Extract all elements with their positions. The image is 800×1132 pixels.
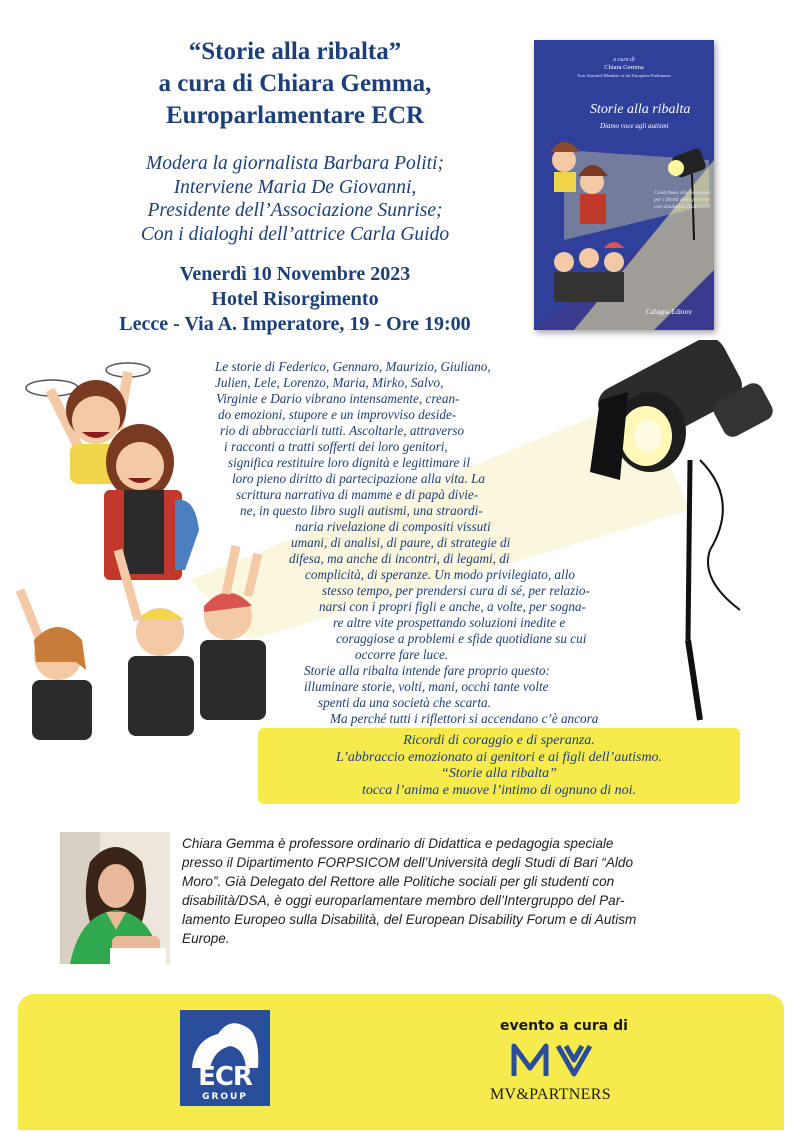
book-publisher: Cafagna Editore [646, 308, 692, 316]
title-line: a cura di Chiara Gemma, [158, 70, 432, 97]
book-curator-label: a cura di [613, 57, 635, 63]
book-curator-name: Chiara Gemma [604, 64, 644, 71]
title-line: “Storie alla ribalta” [188, 38, 402, 65]
speaker-line: Modera la giornalista Barbara Politi; [146, 153, 444, 174]
event-date: Venerdì 10 Novembre 2023 [179, 263, 411, 285]
author-bio [182, 834, 636, 948]
body-line: naria rivelazione di compositi vissuti [295, 519, 491, 534]
title-line: Europarlamentare ECR [165, 102, 425, 129]
body-line: Julien, Lele, Lorenzo, Maria, Mirko, Salvo, [215, 375, 444, 390]
bio-line: Moro”. Già Delegato del Rettore alle Politiche sociali per gli studenti con [182, 874, 615, 889]
ecr-group-text: GROUP [202, 1092, 248, 1102]
quote-line: “Storie alla ribalta” [441, 766, 557, 782]
book-title: Storie alla ribalta [590, 102, 691, 117]
body-line: difesa, ma anche di incontri, di legami, di [289, 551, 510, 566]
mv-logo-text: MV [510, 1040, 512, 1041]
book-cover [534, 40, 714, 330]
body-line: do emozioni, stupore e un improvviso deside- [218, 407, 457, 422]
body-line: significa restituire loro dignità e legittimare il [228, 455, 470, 470]
body-line: complicità, di speranze. Un modo privilegiato, allo [305, 567, 575, 582]
body-line: narsi con i propri figli e anche, a volte, per sogna- [319, 599, 586, 614]
event-title [40, 36, 550, 132]
event-details [40, 262, 550, 337]
organizer-label: evento a cura di [500, 1018, 628, 1034]
bio-line: Europe. [182, 931, 230, 946]
portrait-art [60, 832, 170, 964]
body-line: loro pieno diritto di partecipazione alla vita. La [232, 471, 485, 486]
book-note: Contributo alla Strategia per i diritti delle persone con disabilità 2021-2030 [654, 190, 711, 210]
bio-line: lamento Europeo sulla Disabilità, del European Disability Forum e di Autism [182, 912, 637, 927]
portrait-photo [60, 832, 170, 964]
event-address: Lecce - Via A. Imperatore, 19 - Ore 19:00 [119, 313, 471, 335]
body-line: stesso tempo, per prendersi cura di sé, per relazio- [322, 583, 590, 598]
body-line: spenti da una società che scarta. [318, 695, 491, 710]
speaker-line: Con i dialoghi dell’attrice Carla Guido [140, 223, 450, 245]
mv-logo [510, 1040, 602, 1080]
partner-name: MV&PARTNERS [490, 1086, 611, 1103]
book-curator-role: Non Attached Member of the European Parliament [577, 73, 671, 78]
body-line: occorre fare luce. [355, 647, 449, 662]
body-line: coraggiose a problemi e sfide quotidiane su cui [336, 631, 587, 646]
body-line: Le storie di Federico, Gennaro, Maurizio, Giuliano, [215, 359, 491, 374]
ecr-logo [180, 1010, 270, 1106]
bio-line: Chiara Gemma è professore ordinario di Didattica e pedagogia speciale [182, 836, 614, 851]
bio-line: presso il Dipartimento FORPSICOM dell’Università degli Studi di Bari “Aldo [182, 855, 634, 870]
book-subtitle: Diamo voce agli autismi [600, 122, 669, 130]
quote-line: Ricordi di coraggio e di speranza. [403, 733, 595, 748]
bio-line: disabilità/DSA, è oggi europarlamentare membro dell’Intergruppo del Par- [182, 893, 625, 908]
footer-band [18, 994, 784, 1130]
event-venue: Hotel Risorgimento [211, 288, 379, 310]
quote-line: tocca l’anima e muove l’intimo di ognuno di noi. [361, 782, 637, 798]
speaker-line: Presidente dell’Associazione Sunrise; [147, 200, 443, 221]
body-line: i racconti a tratti sofferti dei loro genitori, [224, 439, 448, 454]
book-cover-art [534, 40, 714, 330]
body-line: Storie alla ribalta intende fare proprio questo: [304, 663, 550, 678]
ecr-logo-text: ECR [198, 1062, 252, 1092]
body-line: Ma perché tutti i riflettori si accendano c’è ancora [330, 711, 599, 726]
quote-line: L’abbraccio emozionato ai genitori e ai figli dell’autismo. [335, 749, 663, 765]
body-line: Virginie e Dario vibrano intensamente, crean- [216, 391, 460, 406]
body-line: umani, di analisi, di paure, di strategie di [291, 535, 511, 550]
body-line: ne, in questo libro sugli autismi, una straordi- [240, 503, 483, 518]
quote-text [258, 733, 740, 799]
body-line: rio di abbracciarli tutti. Ascoltarle, attraverso [220, 423, 465, 438]
speaker-line: Interviene Maria De Giovanni, [173, 176, 417, 198]
body-line: scrittura narrativa di mamme e di papà divie- [236, 487, 479, 502]
body-line: illuminare storie, volti, mani, occhi tante volte [304, 679, 549, 694]
speakers-block [40, 152, 550, 246]
body-line: re altre vite prospettando soluzioni inedite e [333, 615, 566, 630]
ecr-lion-icon [180, 1010, 270, 1070]
